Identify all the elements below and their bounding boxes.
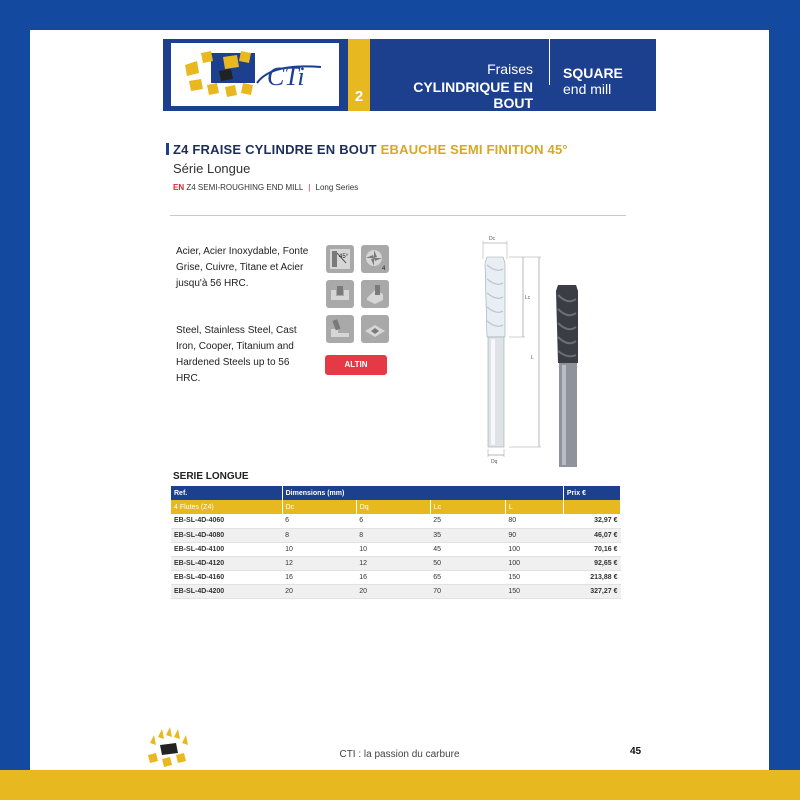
table-header-row [171, 486, 621, 500]
cell-dq: 12 [356, 556, 430, 570]
table-row [171, 570, 621, 584]
subheader-l: L [505, 500, 563, 514]
cell-dc: 12 [282, 556, 356, 570]
flutes-label: 4 [382, 266, 386, 272]
banner-fr-line2: CYLINDRIQUE EN BOUT [413, 79, 533, 111]
cell-dq: 20 [356, 584, 430, 598]
subheader-dc: Dc [282, 500, 356, 514]
cell-ref: EB-SL-4D-4100 [171, 542, 282, 556]
description-english: Steel, Stainless Steel, Cast Iron, Cooper, Titanium and Hardened Steels up to 56 HRC. [176, 325, 297, 384]
table-row [171, 556, 621, 570]
dim-l: L [531, 355, 534, 361]
cell-ref: EB-SL-4D-4080 [171, 528, 282, 542]
cell-dq: 16 [356, 570, 430, 584]
en-separator: | [308, 183, 311, 192]
product-title-accent: EBAUCHE SEMI FINITION 45° [380, 142, 568, 157]
en-tag: EN [173, 183, 185, 192]
side-milling-icon [361, 280, 389, 308]
helix-angle-icon [326, 245, 354, 273]
section-number-tab [348, 39, 370, 111]
cell-l: 100 [505, 556, 563, 570]
banner-separator [549, 39, 550, 85]
end-mill-coated-render [556, 285, 578, 467]
flutes-icon [361, 245, 389, 273]
slotting-icon [326, 280, 354, 308]
cell-lc: 25 [430, 514, 505, 528]
cell-dc: 8 [282, 528, 356, 542]
divider [170, 215, 626, 216]
dim-dc: Dc [489, 236, 496, 242]
banner-fr-line1: Fraises [487, 61, 533, 77]
subheader-dq: Dq [356, 500, 430, 514]
helix-angle-label: 45° [339, 254, 349, 260]
cell-lc: 35 [430, 528, 505, 542]
cell-l: 80 [505, 514, 563, 528]
cell-lc: 50 [430, 556, 505, 570]
dimensions-price-table [171, 486, 621, 599]
english-title-line [173, 183, 358, 192]
cell-price: 46,07 € [563, 528, 620, 542]
shoulder-milling-icon [326, 315, 354, 343]
dim-dq: Dq [491, 459, 498, 465]
banner-en-line1: SQUARE [563, 65, 623, 81]
en-title: Z4 SEMI-ROUGHING END MILL [186, 183, 303, 192]
section-number: 2 [354, 88, 364, 105]
subheader-lc: Lc [430, 500, 505, 514]
cell-dc: 20 [282, 584, 356, 598]
end-mill-drawing [455, 235, 595, 465]
cell-dc: 6 [282, 514, 356, 528]
header-price: Prix € [563, 486, 620, 500]
subheader-price-empty [563, 500, 620, 514]
table-row [171, 528, 621, 542]
page-number: 45 [630, 746, 642, 757]
header-dimensions: Dimensions (mm) [282, 486, 563, 500]
cell-lc: 70 [430, 584, 505, 598]
table-row [171, 514, 621, 528]
subheader-flutes: 4 Flutes (Z4) [171, 500, 282, 514]
description-french: Acier, Acier Inoxydable, Fonte Grise, Cuivre, Titane et Acier jusqu'à 56 HRC. [176, 246, 309, 289]
cell-price: 32,97 € [563, 514, 620, 528]
catalog-page [30, 30, 769, 770]
cell-ref: EB-SL-4D-4120 [171, 556, 282, 570]
cell-dq: 10 [356, 542, 430, 556]
cell-dc: 10 [282, 542, 356, 556]
cell-dc: 16 [282, 570, 356, 584]
cell-ref: EB-SL-4D-4060 [171, 514, 282, 528]
cell-price: 70,16 € [563, 542, 620, 556]
table-row [171, 584, 621, 598]
product-title [166, 142, 568, 157]
cell-lc: 65 [430, 570, 505, 584]
bottom-gold-band [0, 770, 800, 800]
cell-price: 327,27 € [563, 584, 620, 598]
cell-l: 100 [505, 542, 563, 556]
header-ref: Ref. [171, 486, 282, 500]
coating-badge: ALTIN [325, 355, 387, 375]
cell-price: 213,88 € [563, 570, 620, 584]
cell-ref: EB-SL-4D-4200 [171, 584, 282, 598]
cell-lc: 45 [430, 542, 505, 556]
cell-l: 150 [505, 584, 563, 598]
cell-dq: 8 [356, 528, 430, 542]
product-subtitle: Série Longue [173, 161, 251, 176]
dim-lc: Lc [525, 295, 531, 301]
footer-tagline: CTI : la passion du carbure [339, 749, 460, 760]
end-mill-line-drawing [483, 236, 541, 465]
cell-l: 90 [505, 528, 563, 542]
banner-french-title [371, 61, 533, 111]
banner-english-title [563, 65, 623, 97]
product-title-main: Z4 FRAISE CYLINDRE EN BOUT [173, 142, 377, 157]
cell-l: 150 [505, 570, 563, 584]
table-row [171, 542, 621, 556]
section-banner [163, 39, 656, 111]
cell-ref: EB-SL-4D-4160 [171, 570, 282, 584]
banner-en-line2: end mill [563, 81, 612, 97]
cell-price: 92,65 € [563, 556, 620, 570]
table-title: SERIE LONGUE [173, 471, 249, 482]
logo-text: CTi [267, 62, 305, 91]
en-series: Long Series [315, 183, 359, 192]
cti-logo [171, 43, 339, 106]
pocket-milling-icon [361, 315, 389, 343]
title-bar-marker [166, 143, 169, 155]
table-subheader-row [171, 500, 621, 514]
cell-dq: 6 [356, 514, 430, 528]
